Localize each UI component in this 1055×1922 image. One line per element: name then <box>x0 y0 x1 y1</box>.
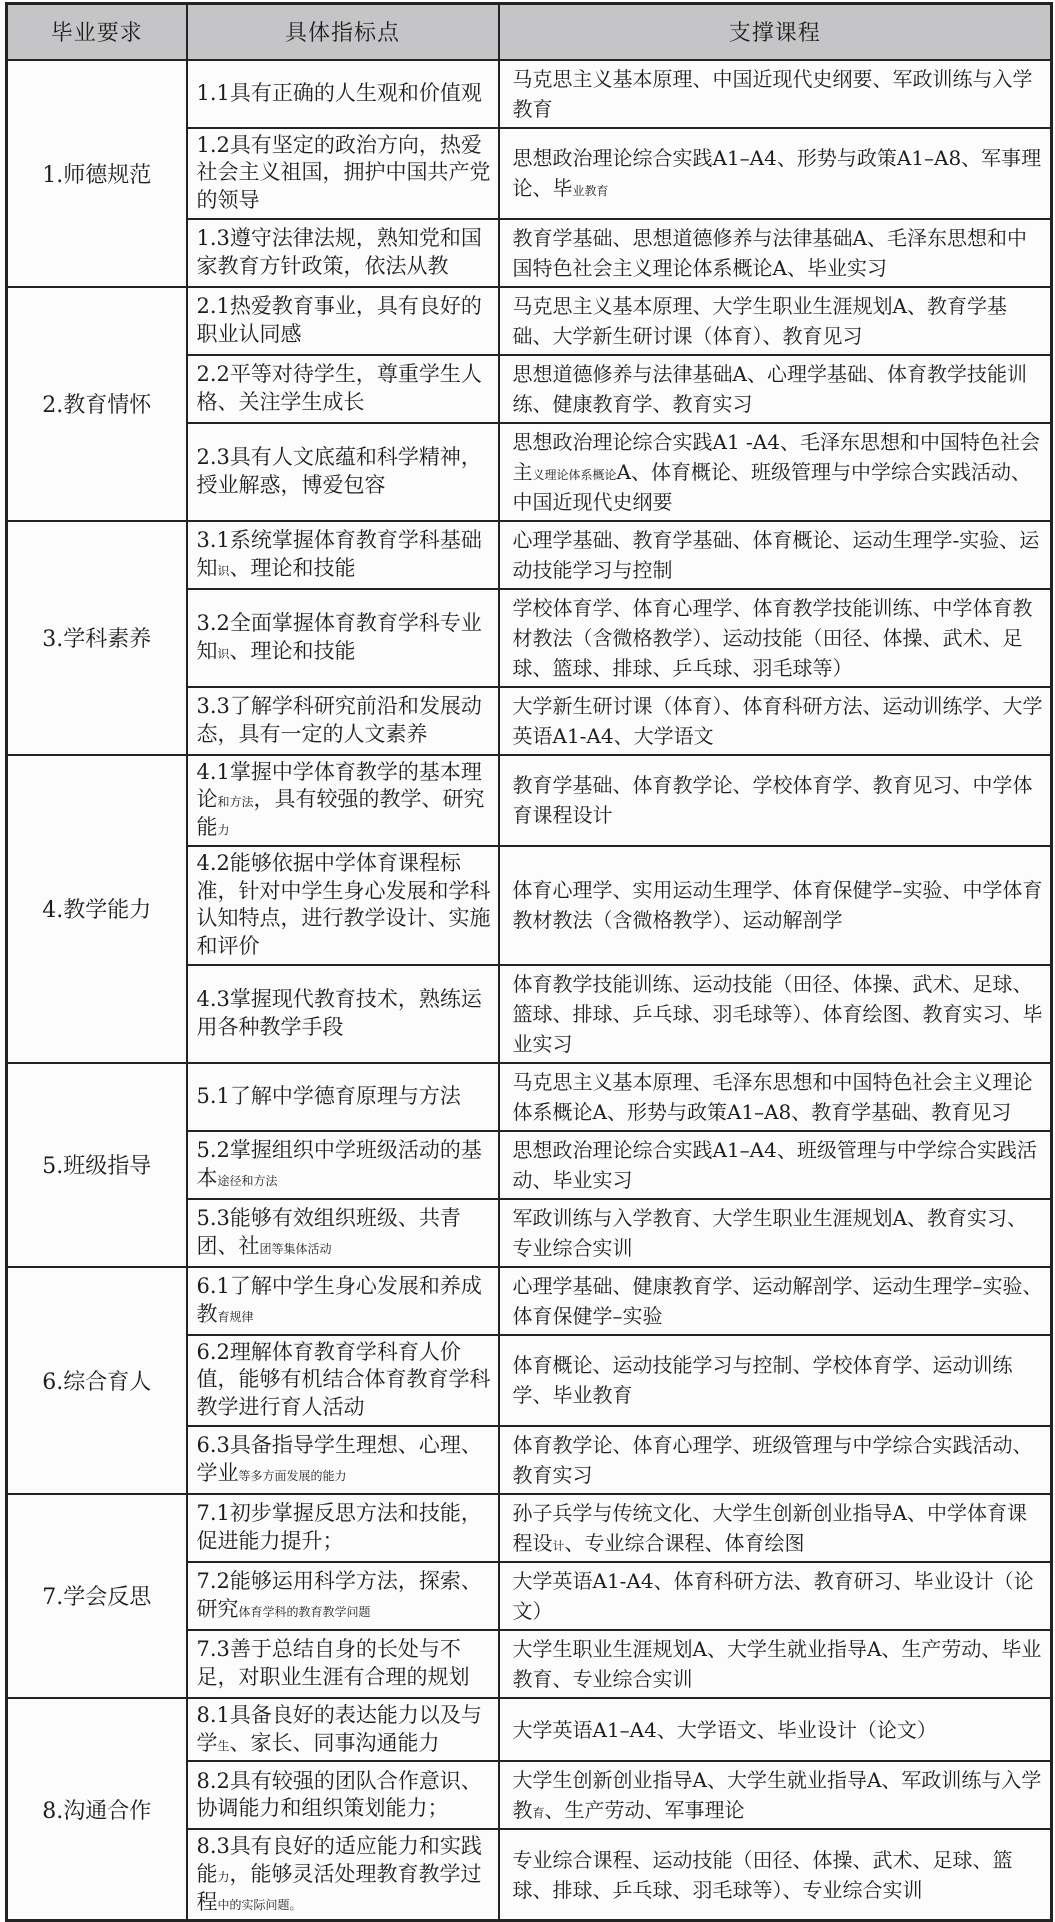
table-row <box>7 287 1052 355</box>
indicator-cell <box>187 287 499 355</box>
indicator-cell <box>187 965 499 1063</box>
small-text-run: 途径和方法 <box>217 1173 278 1188</box>
text-run: 大学新生研讨课（体育）、体育科研方法、运动训练学、大学英语A1-A4、大学语文 <box>512 693 1043 748</box>
text-run: 、理论和技能 <box>229 555 356 580</box>
text-run: 2.2平等对待学生，尊重学生人格、关注学生成长 <box>196 361 482 414</box>
indicator-cell <box>187 589 499 687</box>
text-run: 大学英语A1-A4、体育科研方法、教育研习、毕业设计（论文） <box>512 1568 1034 1623</box>
courses-cell <box>499 755 1052 846</box>
requirement-cell: 1.师德规范 <box>7 60 187 287</box>
small-text-run: 生 <box>217 1738 230 1753</box>
table-row <box>7 1267 1052 1335</box>
courses-cell <box>499 423 1052 521</box>
indicator-cell <box>187 1199 499 1267</box>
header-indicator-points: 具体指标点 <box>187 4 499 60</box>
small-text-run: 体育学科的教育教学问题 <box>238 1604 371 1619</box>
text-run: 4.3掌握现代教育技术，熟练运用各种教学手段 <box>196 986 482 1039</box>
indicator-cell <box>187 1630 499 1698</box>
courses-cell <box>499 521 1052 589</box>
courses-cell <box>499 687 1052 755</box>
requirement-cell: 6.综合育人 <box>7 1267 187 1494</box>
text-run: 孙子兵学与传统文化、大学生创新创业指导A、中学体育课程设 <box>512 1500 1027 1555</box>
courses-cell <box>499 1335 1052 1426</box>
text-run: 8.3具有良好的适应能力和实践能 <box>196 1834 482 1886</box>
text-run: 3.1系统掌握体育教育学科基础知 <box>196 527 482 580</box>
courses-cell <box>499 846 1052 965</box>
text-run: 、家长、同事沟通能力 <box>229 1730 440 1755</box>
table-row <box>7 1494 1052 1562</box>
small-text-run: 识 <box>217 646 230 661</box>
text-run: 大学生创新创业指导A、大学生就业指导A、军政训练与入学教 <box>512 1768 1042 1823</box>
text-run: 体育心理学、实用运动生理学、体育保健学–实验、中学体育教材教法（含微格教学）、运动解剖学 <box>512 878 1043 933</box>
indicator-cell <box>187 1267 499 1335</box>
indicator-cell <box>187 355 499 423</box>
indicator-cell <box>187 60 499 128</box>
small-text-run: 和方法 <box>217 795 254 810</box>
text-run: 心理学基础、健康教育学、运动解剖学、运动生理学–实验、体育保健学–实验 <box>512 1273 1043 1328</box>
courses-cell <box>499 355 1052 423</box>
table-row <box>7 1698 1052 1761</box>
text-run: 1.2具有坚定的政治方向，热爱社会主义祖国，拥护中国共产党的领导 <box>196 132 491 212</box>
text-run: 心理学基础、教育学基础、体育概论、运动生理学-实验、运动技能学习与控制 <box>512 527 1040 582</box>
indicator-cell <box>187 687 499 755</box>
text-run: A、体育概论、班级管理与中学综合实践活动、中国近现代史纲要 <box>512 459 1031 514</box>
small-text-run: 业教育 <box>572 184 609 199</box>
courses-cell <box>499 1562 1052 1630</box>
text-run: 3.2全面掌握体育教育学科专业知 <box>196 610 482 663</box>
indicator-cell <box>187 1562 499 1630</box>
text-run: 8.1具备良好的表达能力以及与学 <box>196 1702 482 1755</box>
text-run: 马克思主义基本原理、中国近现代史纲要、军政训练与入学教育 <box>512 66 1033 121</box>
text-run: 4.2能够依据中学体育课程标准，针对中学生身心发展和学科认知特点，进行教学设计、实施和评价 <box>196 850 491 958</box>
text-run: 军政训练与入学教育、大学生职业生涯规划A、教育实习、专业综合实训 <box>512 1205 1027 1260</box>
text-run: ，具有较强的教学、研究能 <box>196 787 485 840</box>
requirement-cell: 3.学科素养 <box>7 521 187 755</box>
text-run: ，能够灵活处理教育教学过程 <box>196 1862 482 1914</box>
indicator-cell <box>187 1131 499 1199</box>
indicator-cell <box>187 1698 499 1761</box>
table-row <box>7 60 1052 128</box>
indicator-cell <box>187 755 499 846</box>
text-run: 6.2理解体育教育学科育人价值，能够有机结合体育教育学科教学进行育人活动 <box>196 1339 491 1420</box>
courses-cell <box>499 1267 1052 1335</box>
text-run: 7.3善于总结自身的长处与不足，对职业生涯有合理的规划 <box>196 1637 470 1689</box>
indicator-cell <box>187 521 499 589</box>
requirement-cell: 5.班级指导 <box>7 1063 187 1267</box>
text-run: 7.1初步掌握反思方法和技能，促进能力提升； <box>196 1501 482 1553</box>
text-run: 6.1了解中学生身心发展和养成教 <box>196 1273 482 1326</box>
small-text-run: 育规律 <box>217 1309 254 1324</box>
courses-cell <box>499 1131 1052 1199</box>
courses-cell <box>499 965 1052 1063</box>
header-row <box>7 4 1052 60</box>
text-run: 7.2能够运用科学方法，探索、研究 <box>196 1569 482 1621</box>
text-run: 思想政治理论综合实践A1–A4、班级管理与中学综合实践活动、毕业实习 <box>512 1137 1037 1192</box>
text-run: 思想政治理论综合实践A1–A4、形势与政策A1–A8、军事理论、毕 <box>512 146 1042 201</box>
courses-cell <box>499 1494 1052 1562</box>
text-run: 、专业综合课程、体育绘图 <box>564 1530 805 1555</box>
text-run: 3.3了解学科研究前沿和发展动态，具有一定的人文素养 <box>196 693 482 746</box>
small-text-run: 计 <box>552 1538 565 1553</box>
indicator-cell <box>187 219 499 287</box>
text-run: 学校体育学、体育心理学、体育教学技能训练、中学体育教材教法（含微格教学）、运动技能（田径、体操、武术、足球、篮球、排球、乒乓球、羽毛球等） <box>512 595 1033 680</box>
courses-cell <box>499 1630 1052 1698</box>
indicator-cell <box>187 1494 499 1562</box>
small-text-run: 力 <box>217 823 230 838</box>
text-run: 专业综合课程、运动技能（田径、体操、武术、足球、篮球、排球、乒乓球、羽毛球等）、专业综合实训 <box>512 1847 1013 1902</box>
table-body <box>7 60 1052 1921</box>
text-run: 2.1热爱教育事业，具有良好的职业认同感 <box>196 293 482 346</box>
requirement-cell: 8.沟通合作 <box>7 1698 187 1921</box>
requirement-cell: 4.教学能力 <box>7 755 187 1063</box>
indicator-cell <box>187 128 499 219</box>
text-run: 1.3遵守法律法规，熟知党和国家教育方针政策，依法从教 <box>196 225 482 278</box>
text-run: 体育教学技能训练、运动技能（田径、体操、武术、足球、篮球、排球、乒乓球、羽毛球等）、体育绘图、教育实习、毕业实习 <box>512 971 1043 1056</box>
requirement-cell: 7.学会反思 <box>7 1494 187 1698</box>
courses-cell <box>499 219 1052 287</box>
courses-cell <box>499 1199 1052 1267</box>
table-row <box>7 521 1052 589</box>
indicator-cell <box>187 1335 499 1426</box>
indicator-cell <box>187 423 499 521</box>
courses-cell <box>499 60 1052 128</box>
text-run: 大学生职业生涯规划A、大学生就业指导A、生产劳动、毕业教育、专业综合实训 <box>512 1636 1042 1691</box>
text-run: 体育概论、运动技能学习与控制、学校体育学、运动训练学、毕业教育 <box>512 1353 1013 1408</box>
small-text-run: 识 <box>217 563 230 578</box>
small-text-run: 义理论体系概论 <box>532 467 617 482</box>
text-run: 、生产劳动、军事理论 <box>544 1798 745 1823</box>
small-text-run: 育 <box>532 1806 545 1821</box>
text-run: 教育学基础、体育教学论、学校体育学、教育见习、中学体育课程设计 <box>512 773 1033 828</box>
indicator-cell <box>187 1063 499 1131</box>
text-run: 1.1具有正确的人生观和价值观 <box>196 80 482 105</box>
text-run: 5.2掌握组织中学班级活动的基本 <box>196 1137 482 1190</box>
indicator-cell <box>187 846 499 965</box>
header-graduation-requirements: 毕业要求 <box>7 4 187 60</box>
indicator-cell <box>187 1829 499 1921</box>
text-run: 5.3能够有效组织班级、共青团、社 <box>196 1205 461 1258</box>
requirements-table <box>5 2 1053 1922</box>
small-text-run: 等多方面发展的能力 <box>238 1468 347 1483</box>
text-run: 思想道德修养与法律基础A、心理学基础、体育教学技能训练、健康教育学、教育实习 <box>512 361 1027 416</box>
small-text-run: 团等集体活动 <box>259 1241 332 1256</box>
small-text-run: 中的 <box>217 1897 242 1912</box>
requirement-cell: 2.教育情怀 <box>7 287 187 521</box>
text-run: 5.1了解中学德育原理与方法 <box>196 1083 461 1108</box>
text-run: 4.1掌握中学体育教学的基本理论 <box>196 759 482 812</box>
text-run: 8.2具有较强的团队合作意识、协调能力和组织策划能力； <box>196 1768 482 1821</box>
text-run: 马克思主义基本原理、大学生职业生涯规划A、教育学基础、大学新生研讨课（体育）、教育见习 <box>512 293 1007 348</box>
courses-cell <box>499 1761 1052 1829</box>
courses-cell <box>499 1829 1052 1921</box>
text-run: 6.3具备指导学生理想、心理、学业 <box>196 1433 482 1485</box>
text-run: 大学英语A1–A4、大学语文、毕业设计（论文） <box>512 1717 937 1742</box>
courses-cell <box>499 1698 1052 1761</box>
courses-cell <box>499 287 1052 355</box>
indicator-cell <box>187 1761 499 1829</box>
text-run: 马克思主义基本原理、毛泽东思想和中国特色社会主义理论体系概论A、形势与政策A1–A8、教育学基础、教育见习 <box>512 1069 1033 1124</box>
small-text-run: 实际问题。 <box>241 1897 302 1912</box>
text-run: 思想政治理论综合实践A1 -A4、毛泽东思想和中国特色社会主 <box>512 429 1040 484</box>
small-text-run: 力 <box>217 1870 230 1884</box>
indicator-cell <box>187 1426 499 1494</box>
courses-cell <box>499 589 1052 687</box>
text-run: 体育教学论、体育心理学、班级管理与中学综合实践活动、教育实习 <box>512 1432 1033 1487</box>
text-run: 、理论和技能 <box>229 638 356 663</box>
courses-cell <box>499 1426 1052 1494</box>
table-row <box>7 1063 1052 1131</box>
courses-cell <box>499 128 1052 219</box>
header-supporting-courses: 支撑课程 <box>499 4 1052 60</box>
text-run: 教育学基础、思想道德修养与法律基础A、毛泽东思想和中国特色社会主义理论体系概论A、毕业实习 <box>512 225 1027 280</box>
courses-cell <box>499 1063 1052 1131</box>
table-row <box>7 755 1052 846</box>
text-run: 2.3具有人文底蕴和科学精神，授业解惑，博爱包容 <box>196 444 482 497</box>
